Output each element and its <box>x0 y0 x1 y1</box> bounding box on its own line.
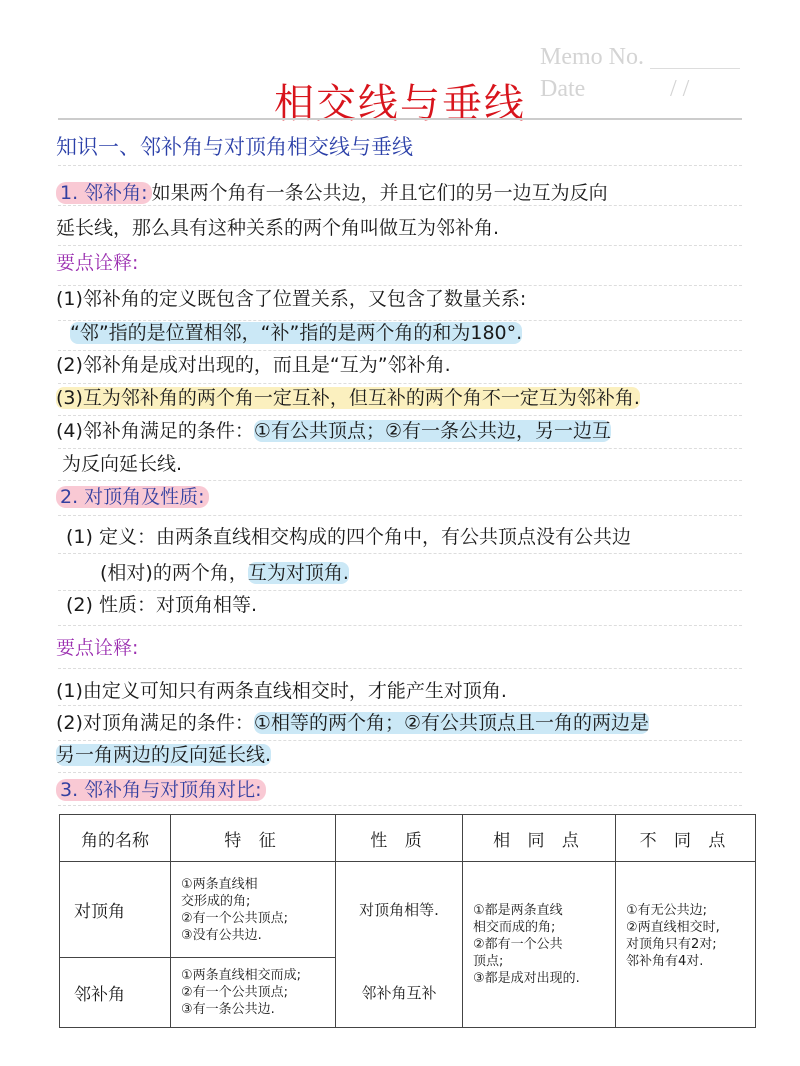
notes1-title: 要点诠释: <box>56 252 139 274</box>
row1-name: 对顶角 <box>60 862 171 958</box>
notes2-l1: (1)由定义可知只有两条直线相交时，才能产生对顶角. <box>56 680 507 702</box>
notes1-l3: (2)邻补角是成对出现的，而且是“互为”邻补角. <box>56 354 451 376</box>
notes2-l2a: (2)对顶角满足的条件： <box>56 712 254 734</box>
s1-text2: 延长线，那么具有这种关系的两个角叫做互为邻补角. <box>56 217 500 239</box>
row1-feature: ①两条直线相 交形成的角; ②有一个公共顶点; ③没有公共边. <box>171 862 336 958</box>
notes1-l5b: ①有公共顶点；②有一条公共边，另一边互 <box>253 420 611 442</box>
row2-name: 邻补角 <box>60 958 171 1028</box>
header-same: 相 同 点 <box>463 815 616 862</box>
notes1-l4: (3)互为邻补角的两个角一定互补，但互补的两个角不一定互为邻补角. <box>56 387 640 409</box>
notes1-l5a: (4)邻补角满足的条件： <box>56 420 254 442</box>
section-heading: 知识一、邻补角与对顶角相交线与垂线 <box>56 135 413 159</box>
notes1-l6: 为反向延长线. <box>62 453 183 475</box>
s1-label: 1. 邻补角: <box>56 182 152 204</box>
s2-l3: (2) 性质：对顶角相等. <box>66 594 257 616</box>
notes2-l3: 另一角两边的反向延长线. <box>56 744 272 766</box>
header-diff: 不 同 点 <box>616 815 756 862</box>
memo-no-line <box>650 68 740 69</box>
row2-property: 邻补角互补 <box>336 958 463 1028</box>
s2-label: 2. 对顶角及性质: <box>56 486 209 508</box>
table-header-row <box>60 815 756 862</box>
title-divider <box>58 118 742 120</box>
notes1-l1: (1)邻补角的定义既包含了位置关系，又包含了数量关系: <box>56 288 527 310</box>
s3-label: 3. 邻补角与对顶角对比: <box>56 779 266 801</box>
s1-text1: 如果两个角有一条公共边，并且它们的另一边互为反向 <box>151 182 608 204</box>
diff-points: ①有无公共边; ②两直线相交时, 对顶角只有2对; 邻补角有4对. <box>616 862 756 1028</box>
notes1-l2: “邻”指的是位置相邻，“补”指的是两个角的和为180°. <box>70 322 523 344</box>
row2-feature: ①两条直线相交而成; ②有一个公共顶点; ③有一条公共边. <box>171 958 336 1028</box>
header-property: 性 质 <box>336 815 463 862</box>
notes2-l2b: ①相等的两个角；②有公共顶点且一角的两边是 <box>253 712 649 734</box>
page-title: 相交线与垂线 <box>274 81 526 127</box>
same-points: ①都是两条直线 相交而成的角; ②都有一个公共 顶点; ③都是成对出现的. <box>463 862 616 1028</box>
header-feature: 特 征 <box>171 815 336 862</box>
s2-l2b: 互为对顶角. <box>247 562 349 584</box>
date-separators: / / <box>670 76 690 102</box>
memo-no-label: Memo No. <box>540 44 644 70</box>
date-label: Date <box>540 76 586 102</box>
comparison-table <box>59 814 756 1028</box>
header-name: 角的名称 <box>60 815 171 862</box>
table-row <box>60 862 756 958</box>
s2-l1: (1) 定义：由两条直线相交构成的四个角中，有公共顶点没有公共边 <box>66 526 631 548</box>
row1-property: 对顶角相等. <box>336 862 463 958</box>
s2-l2a: (相对)的两个角， <box>100 562 248 584</box>
notes2-title: 要点诠释: <box>56 637 139 659</box>
